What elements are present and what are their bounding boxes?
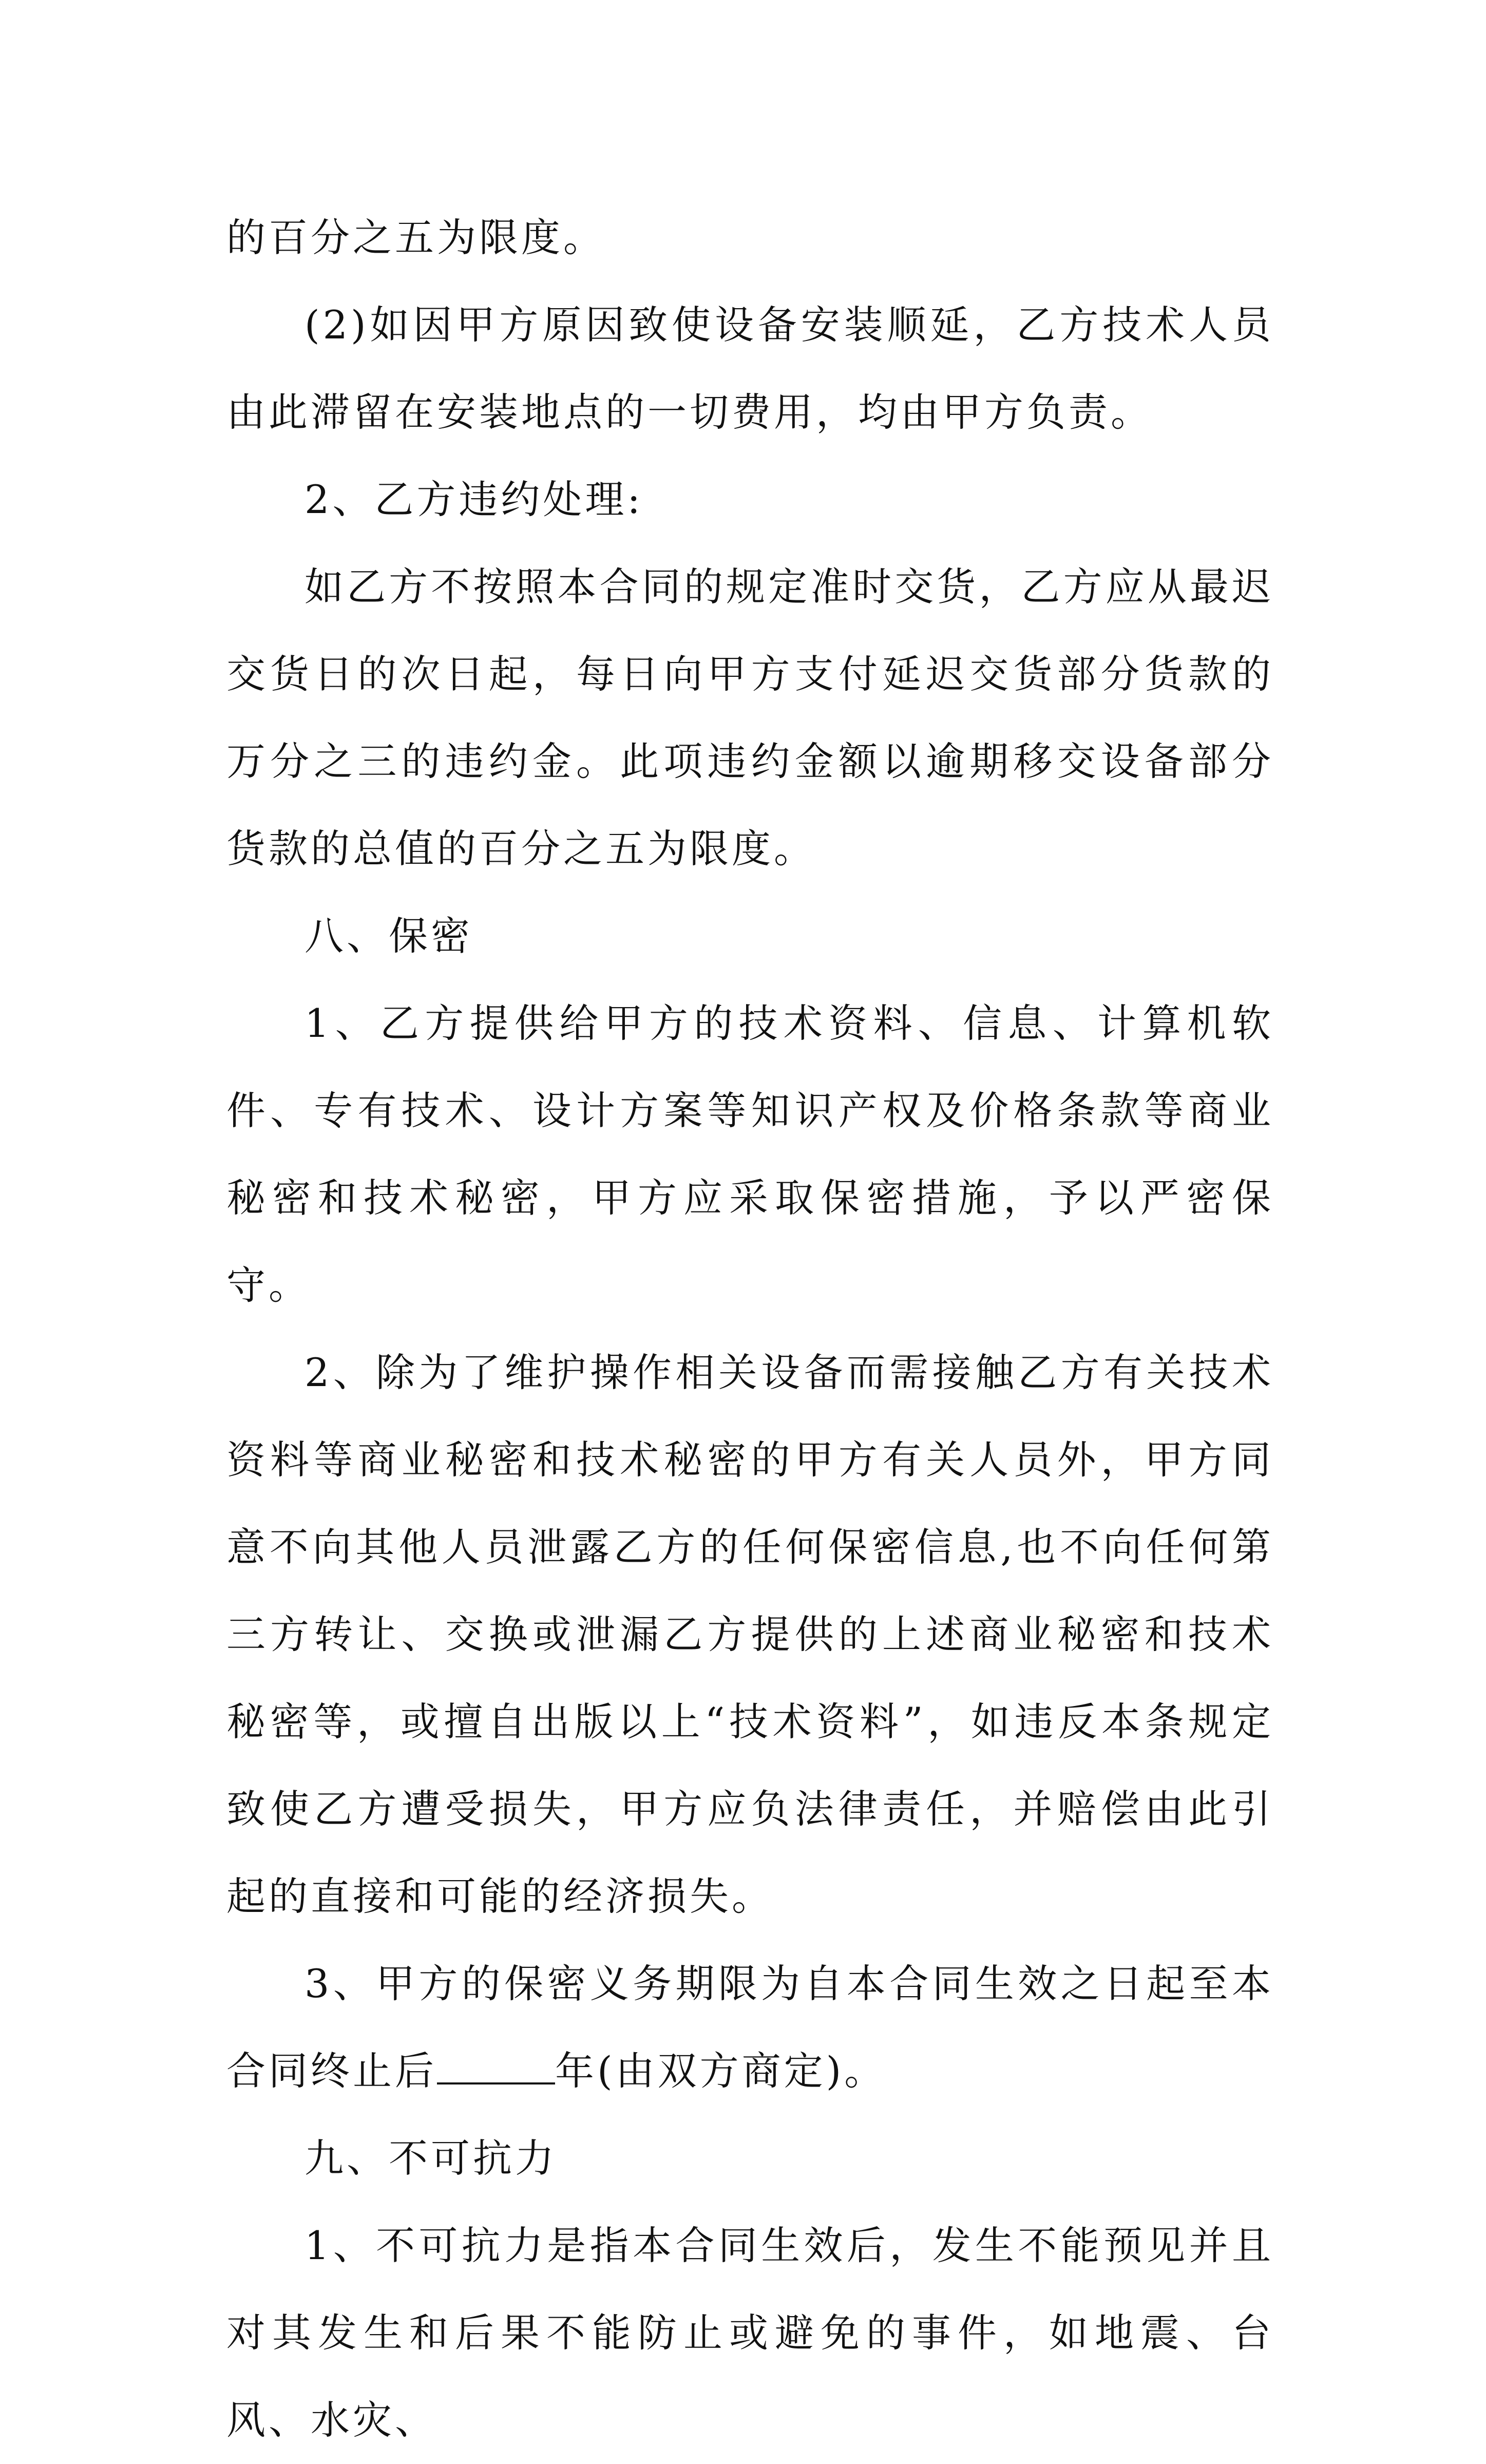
paragraph: 2、除为了维护操作相关设备而需接触乙方有关技术资料等商业秘密和技术秘密的甲方有关人员外，甲方同意不向其他人员泄露乙方的任何保密信息,也不向任何第三方转让、交换或泄漏乙方提供的上述商业秘密和技术秘密等，或擅自出版以上“技术资料”，如违反本条规定致使乙方遭受损失，甲方应负法律责任，并赔偿由此引起的直接和可能的经济损失。: [226, 1350, 1274, 1919]
section-heading: 九、不可抗力: [304, 2135, 557, 2181]
paragraph: 1、不可抗力是指本合同生效后，发生不能预见并且对其发生和后果不能防止或避免的事件，如地震、台风、水灾、: [226, 2223, 1274, 2443]
fill-in-blank: [437, 2052, 555, 2084]
paragraph: (2)如因甲方原因致使设备安装顺延，乙方技术人员由此滞留在安装地点的一切费用，均由甲方负责。: [226, 302, 1274, 435]
paragraph: 1、乙方提供给甲方的技术资料、信息、计算机软件、专有技术、设计方案等知识产权及价格条款等商业秘密和技术秘密，甲方应采取保密措施，予以严密保守。: [226, 1000, 1274, 1308]
section-heading: 八、保密: [304, 913, 473, 959]
paragraph: 的百分之五为限度。: [226, 215, 605, 260]
paragraph: [226, 1940, 1274, 2115]
document-body: [226, 194, 1274, 2464]
clause-text: 3、甲方的保密义务期限为自本合同生效之日起至本合同终止后: [226, 1961, 1274, 2094]
clause-text-end: 年(由双方商定)。: [555, 2048, 887, 2094]
paragraph: 如乙方不按照本合同的规定准时交货，乙方应从最迟交货日的次日起，每日向甲方支付延迟交货部分货款的万分之三的违约金。此项违约金额以逾期移交设备部分货款的总值的百分之五为限度。: [226, 564, 1274, 871]
paragraph: 2、乙方违约处理:: [304, 477, 643, 522]
